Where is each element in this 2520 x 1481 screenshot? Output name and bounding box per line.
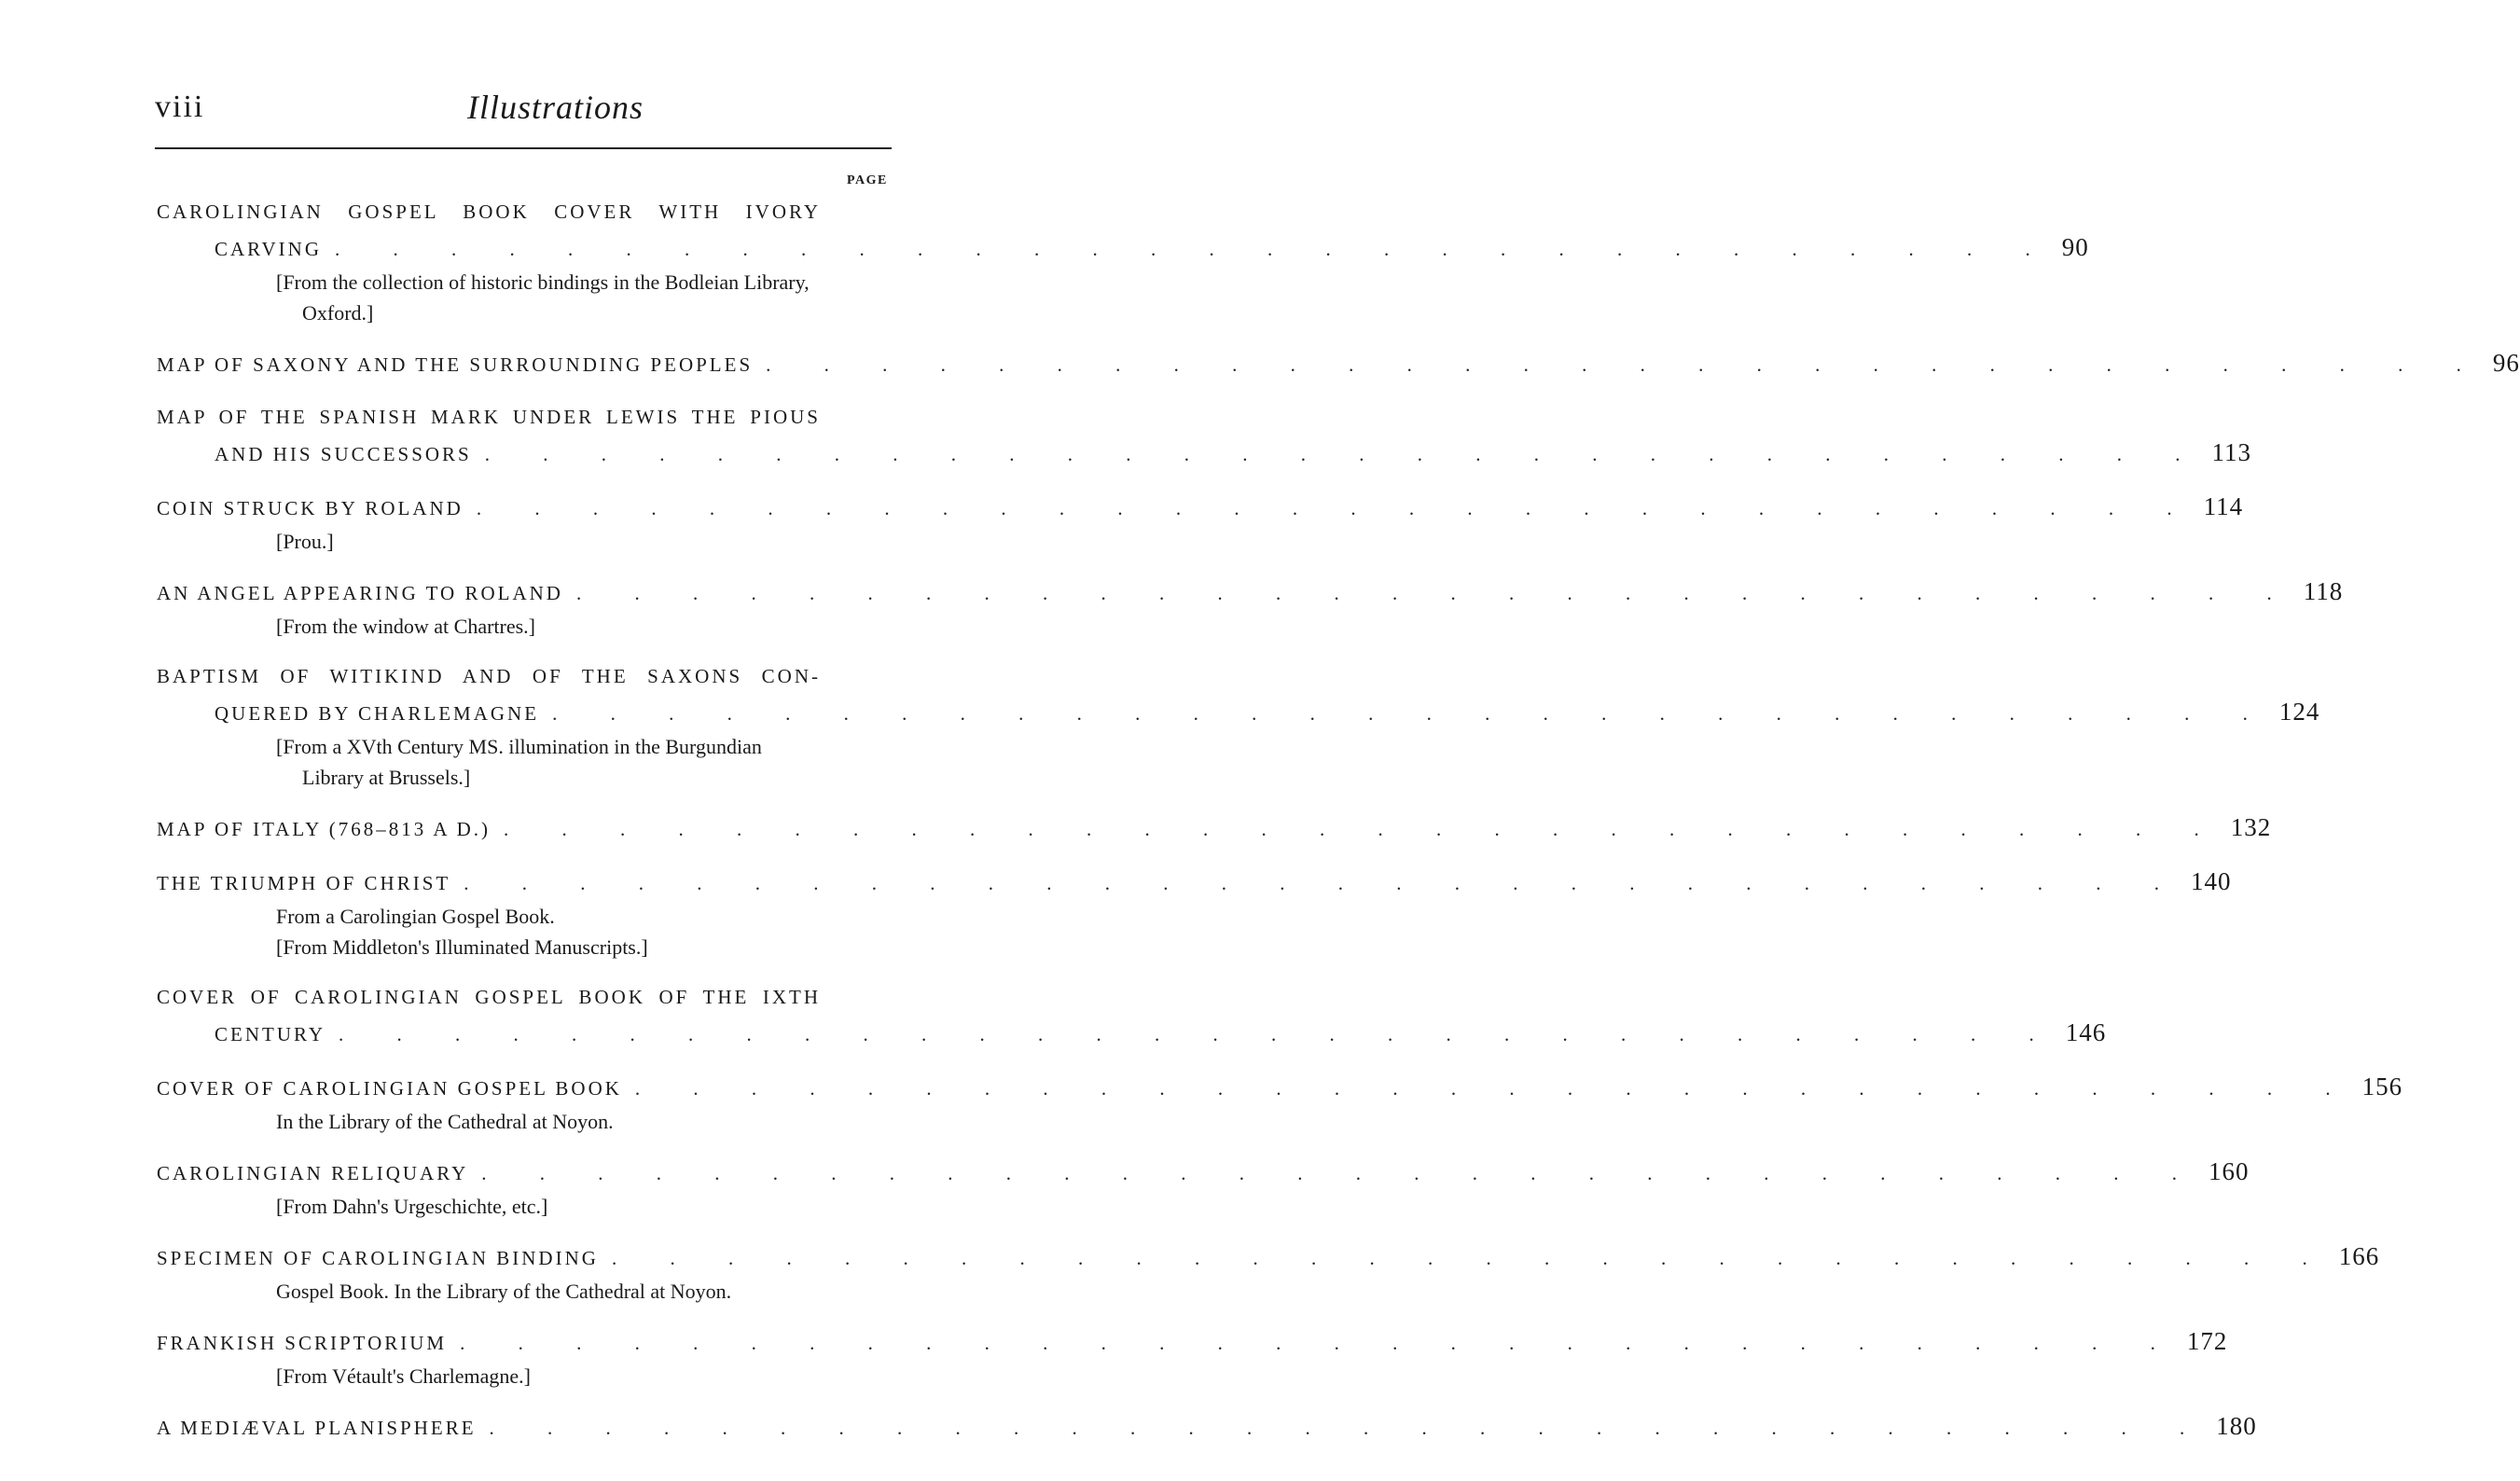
entry-title-line (157, 694, 2320, 731)
entry-note: Gospel Book. In the Library of the Cathedral at Noyon. (276, 1280, 732, 1303)
dot-leader: . . . . . . . . . . . . . . . . . . . . . . . . . . . . . . (552, 702, 2272, 725)
entry-page-number: 166 (2338, 1242, 2380, 1270)
header-rule (155, 147, 892, 149)
entry-note: [From Dahn's Urgeschichte, etc.] (276, 1195, 548, 1218)
dot-leader: . . . . . . . . . . . . . . . . . . . . . . . . . . . . . . (611, 1247, 2332, 1269)
page-column-label: PAGE (847, 173, 888, 187)
list-item (157, 864, 2232, 962)
entry-title-line: MAP OF THE SPANISH MARK UNDER LEWIS THE PIOUS (157, 406, 821, 428)
entry-title: CARVING (215, 238, 322, 260)
entry-title-line: COVER OF CAROLINGIAN GOSPEL BOOK OF THE IXTH (157, 986, 821, 1008)
entry-note: [From the window at Chartres.] (276, 615, 535, 638)
illustration-list (157, 194, 2520, 1462)
entry-page-number: 140 (2190, 867, 2232, 895)
entry-page-number: 146 (2065, 1018, 2107, 1046)
entry-page-number: 156 (2361, 1073, 2403, 1100)
entry-title: AND HIS SUCCESSORS (215, 443, 472, 465)
page-number: viii (155, 90, 205, 124)
entry-note: In the Library of the Cathedral at Noyon. (276, 1110, 614, 1133)
list-item (157, 489, 2244, 557)
entry-title-line: CAROLINGIAN GOSPEL BOOK COVER WITH IVORY (157, 201, 821, 223)
entry-title-line (157, 1154, 2250, 1191)
entry-title-line (157, 489, 2244, 526)
entry-title-line (157, 864, 2232, 901)
dot-leader: . . . . . . . . . . . . . . . . . . . . . . . . . . . . . . (476, 497, 2196, 519)
entry-page-number: 118 (2303, 577, 2344, 605)
entry-title: QUERED BY CHARLEMAGNE (215, 702, 540, 725)
dot-leader: . . . . . . . . . . . . . . . . . . . . . . . . . . . . . . (634, 1077, 2355, 1100)
entry-title: THE TRIUMPH OF CHRIST (157, 872, 451, 894)
entry-note: [From Middleton's Illuminated Manuscripts.] (276, 935, 648, 959)
entry-page-number: 96 (2492, 349, 2520, 377)
entry-page-number: 114 (2203, 492, 2244, 520)
entry-title: COIN STRUCK BY ROLAND (157, 497, 464, 519)
entry-title-line (157, 229, 2089, 267)
entry-note: [Prou.] (276, 530, 334, 553)
entry-page-number: 180 (2216, 1412, 2257, 1440)
dot-leader: . . . . . . . . . . . . . . . . . . . . . . . . . . . . . . (489, 1417, 2209, 1439)
entry-note: [From Vétault's Charlemagne.] (276, 1364, 531, 1388)
dot-leader: . . . . . . . . . . . . . . . . . . . . . . . . . . . . . . (766, 353, 2485, 376)
entry-page-number: 124 (2278, 698, 2320, 726)
running-title: Illustrations (466, 89, 644, 126)
entry-title: COVER OF CAROLINGIAN GOSPEL BOOK (157, 1077, 622, 1100)
entry-page-number: 90 (2061, 233, 2089, 261)
entry-page-number: 132 (2230, 813, 2272, 841)
entry-title-line (157, 345, 2520, 382)
list-item (157, 1408, 2257, 1446)
entry-title: A MEDIÆVAL PLANISPHERE (157, 1417, 477, 1439)
list-item (157, 1239, 2380, 1307)
entry-title-line (157, 1323, 2228, 1361)
dot-leader: . . . . . . . . . . . . . . . . . . . . . . . . . . . . . . (481, 1162, 2201, 1184)
entry-note: From a Carolingian Gospel Book. (276, 905, 555, 928)
entry-title: CAROLINGIAN RELIQUARY (157, 1162, 469, 1184)
entry-title-line: BAPTISM OF WITIKIND AND OF THE SAXONS CON- (157, 665, 821, 687)
list-item (157, 194, 2089, 328)
dot-leader: . . . . . . . . . . . . . . . . . . . . . . . . . . . . . . (339, 1023, 2058, 1045)
dot-leader: . . . . . . . . . . . . . . . . . . . . . . . . . . . . . . (484, 443, 2205, 465)
entry-title: FRANKISH SCRIPTORIUM (157, 1332, 448, 1354)
entry-page-number: 172 (2186, 1327, 2228, 1355)
entry-title-line (157, 435, 2251, 472)
entry-note: [From the collection of historic bindings in the Bodleian Library, Oxford.] (276, 270, 810, 325)
entry-page-number: 160 (2208, 1157, 2250, 1185)
entry-title: CENTURY (215, 1023, 326, 1045)
entry-title-line (157, 574, 2344, 611)
entry-title: SPECIMEN OF CAROLINGIAN BINDING (157, 1247, 599, 1269)
entry-title: AN ANGEL APPEARING TO ROLAND (157, 582, 563, 604)
dot-leader: . . . . . . . . . . . . . . . . . . . . . . . . . . . . . . (464, 872, 2183, 894)
entry-title: MAP OF ITALY (768–813 A D.) (157, 818, 491, 840)
dot-leader: . . . . . . . . . . . . . . . . . . . . . . . . . . . . . . (460, 1332, 2180, 1354)
list-item (157, 979, 2107, 1052)
entry-title-line (157, 1408, 2257, 1446)
entry-title-line (157, 1015, 2107, 1052)
list-item (157, 1323, 2228, 1391)
list-item (157, 345, 2520, 382)
dot-leader: . . . . . . . . . . . . . . . . . . . . . . . . . . . . . . (504, 818, 2223, 840)
list-item (157, 658, 2320, 793)
list-item (157, 1154, 2250, 1222)
entry-title-line (157, 810, 2272, 847)
dot-leader: . . . . . . . . . . . . . . . . . . . . . . . . . . . . . . (335, 238, 2055, 260)
dot-leader: . . . . . . . . . . . . . . . . . . . . . . . . . . . . . . (575, 582, 2296, 604)
entry-title-line (157, 1239, 2380, 1276)
list-item (157, 810, 2272, 847)
entry-note: [From a XVth Century MS. illumination in the Burgundian Library at Brussels.] (276, 735, 762, 789)
list-item (157, 1069, 2403, 1137)
entry-title-line (157, 1069, 2403, 1106)
list-item (157, 399, 2251, 472)
list-item (157, 574, 2344, 642)
entry-page-number: 113 (2211, 438, 2251, 466)
entry-title: MAP OF SAXONY AND THE SURROUNDING PEOPLES (157, 353, 754, 376)
